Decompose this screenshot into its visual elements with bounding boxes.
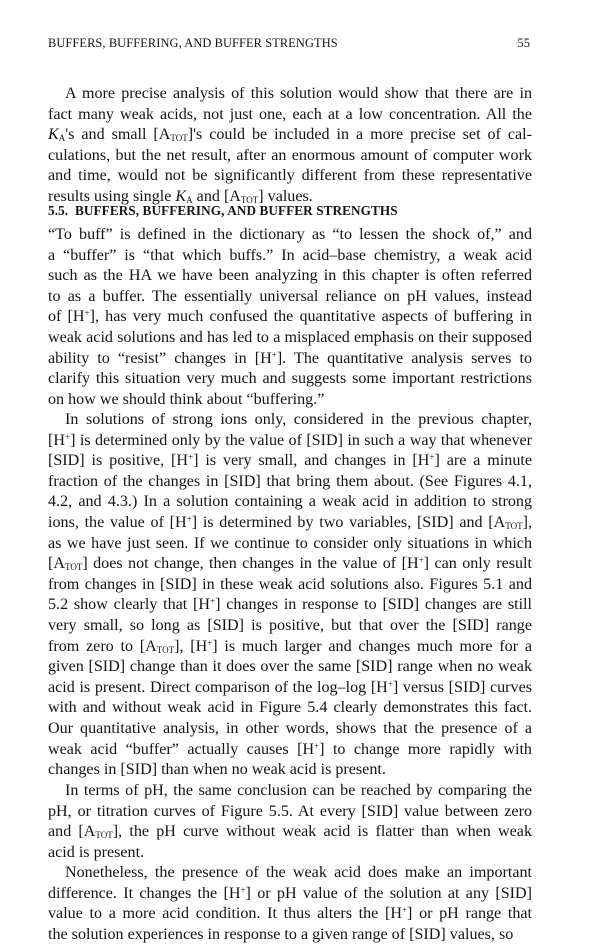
paragraph-3 [48,410,532,781]
section-number: 5.5. [48,203,69,218]
text-line: 5.2 show clearly that [H+] changes in response to [SID] changes are still [48,596,532,614]
text-line: $[A_{TOT}]$ does not change, then changes in the value of [H+] can only result [48,555,532,573]
text-line: given [SID] change than it does over the same [SID] range when no weak [48,658,532,676]
text-line: to as a buffer. The essentially universal reliance on pH values, instead [48,287,532,305]
text-line: ions, the value of [H+] is determined by two variables, [SID] and $[A_{TOT}]$, [48,513,532,531]
text-line: 4.2, and 4.3.) In a solution containing a weak acid in addition to strong [48,493,532,511]
text-line: and $[A_{TOT}]$, the pH curve without weak acid is flatter than when weak [48,823,532,841]
paragraph-1 [48,84,532,208]
text-line: weak acid solutions and has led to a misplaced emphasis on their supposed [48,328,532,346]
text-line: such as the HA we have been analyzing in this chapter is often referred [48,267,532,285]
text-line: the solution experiences in response to a given range of [SID] values, so [48,925,514,943]
running-title: BUFFERS, BUFFERING, AND BUFFER STRENGTHS [48,36,338,50]
text-line: with and without weak acid in Figure 5.4 clearly demonstrates this fact. [48,699,532,717]
section-heading [48,203,398,219]
text-line: In solutions of strong ions only, considered in the previous chapter, [65,411,532,428]
text-line: on how we should think about “buffering.” [48,390,325,408]
paragraph-4 [48,781,532,863]
text-line: changes in [SID] than when no weak acid is present. [48,761,386,779]
text-line: acid is present. [48,843,145,861]
text-line: very small, so long as [SID] is positive, but that over the [SID] range [48,616,532,634]
text-line: value to a more acid condition. It thus alters the [H+] or pH range that [48,905,532,923]
text-line: pH, or titration curves of Figure 5.5. At every [SID] value between zero [48,802,532,820]
paragraph-5 [48,863,532,945]
page-number: 55 [517,36,530,50]
text-line: A more precise analysis of this solution would show that there are in [65,85,532,102]
text-line: difference. It changes the [H+] or pH value of the solution at any [SID] [48,884,532,902]
text-line: “To buff” is defined in the dictionary as “to lessen the shock of,” and [48,226,532,243]
text-line: from changes in [SID] in these weak acid solutions also. Figures 5.1 and [48,575,532,593]
text-line: results using single $K_A$ and $[A_{TOT}]$ values. [48,187,313,205]
paragraph-2 [48,225,532,410]
text-line: [SID] is positive, [H+] is very small, and changes in [H+] are a minute [48,452,532,470]
text-line: weak acid “buffer” actually causes [H+] to change more rapidly with [48,740,532,758]
text-line: ability to “resist” changes in [H+]. The quantitative analysis serves to [48,349,532,367]
text-line: culations, but the net result, after an enormous amount of computer work [48,146,532,164]
text-line: Our quantitative analysis, in other words, shows that the presence of a [48,719,532,737]
text-line: a “buffer” is “that which buffs.” In acid–base chemistry, a weak acid [48,246,532,264]
text-line: fact many weak acids, not just one, each at a low concentration. All the [48,105,532,123]
text-line: acid is present. Direct comparison of the log–log [H+] versus [SID] curves [48,678,532,696]
text-line: Nonetheless, the presence of the weak acid does make an important [65,864,532,881]
text-line: [H+] is determined only by the value of [SID] in such a way that whenever [48,431,532,449]
text-line: clarify this situation very much and suggests some important restrictions [48,370,532,388]
text-line: and time, would not be significantly different from these representative [48,167,532,185]
text-line: In terms of pH, the same conclusion can be reached by comparing the [65,782,532,799]
text-line: as we have just seen. If we continue to consider only situations in which [48,534,532,552]
running-header [48,36,530,56]
text-line: of [H+], has very much confused the quantitative aspects of buffering in [48,308,533,326]
text-line: from zero to $[A_{TOT}]$, [H+] is much larger and changes much more for a [48,637,532,655]
text-line: $K_A's$ and small $[A_{TOT}]'s$ could be included in a more precise set of cal- [48,126,532,144]
text-line: fraction of the changes in [SID] that bring them about. (See Figures 4.1, [48,472,532,490]
section-title: BUFFERS, BUFFERING, AND BUFFER STRENGTHS [74,203,398,218]
